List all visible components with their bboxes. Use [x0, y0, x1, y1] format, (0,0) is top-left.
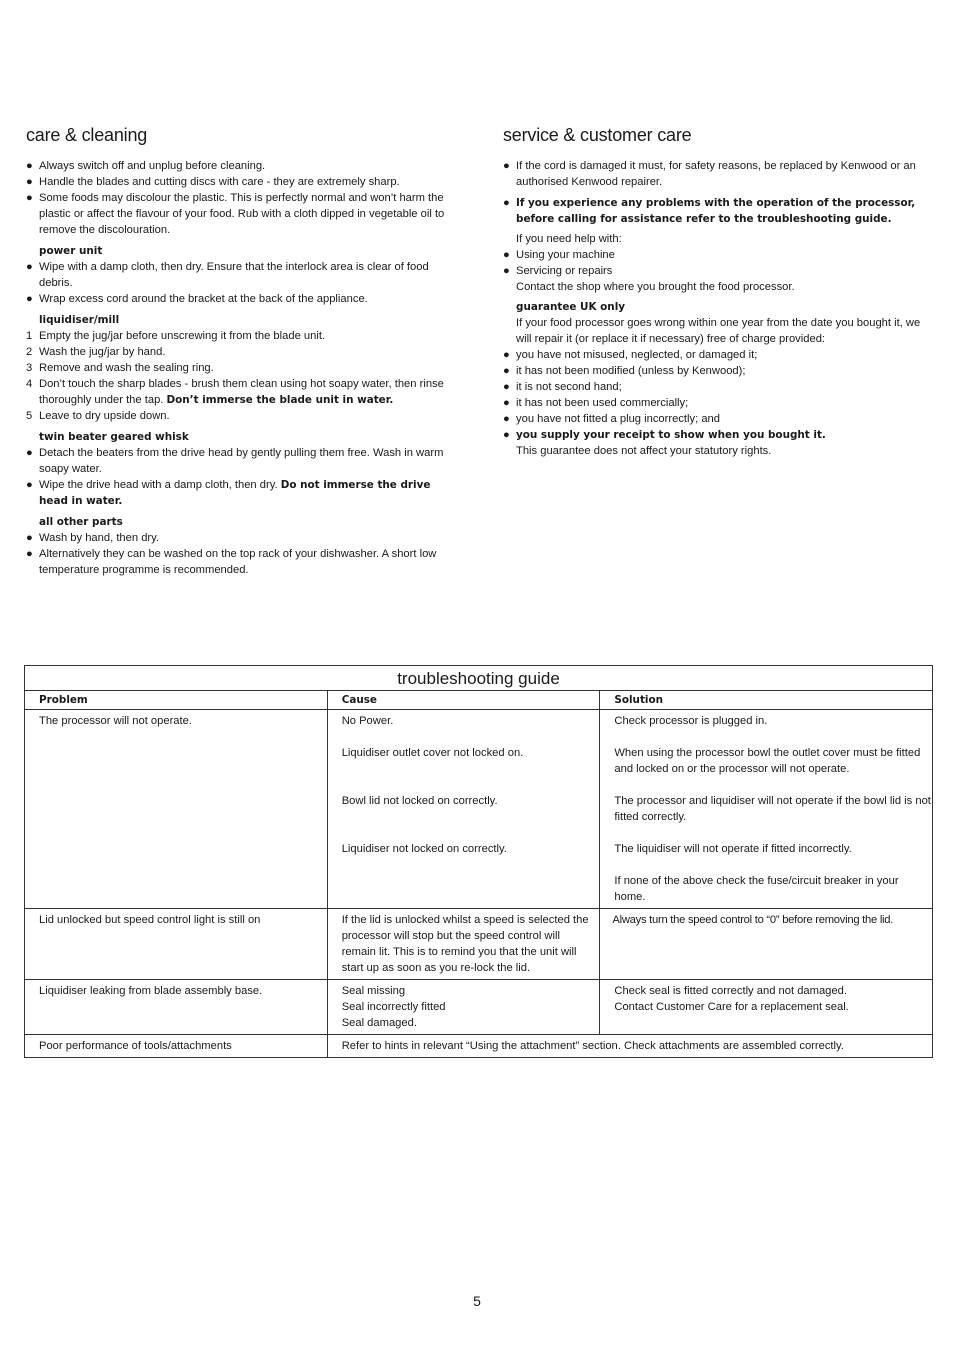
service-section	[503, 122, 933, 459]
troubleshooting-title: troubleshooting guide	[25, 666, 933, 691]
troubleshooting-table	[24, 665, 933, 1058]
bullet-icon: ●	[503, 160, 510, 172]
problem-cell: Lid unlocked but speed control light is still on	[25, 909, 328, 980]
service-title: service & customer care	[503, 125, 692, 145]
bullet-icon: ●	[26, 176, 33, 188]
bullet-icon: ●	[26, 192, 33, 204]
list-item: 5 Leave to dry upside down.	[26, 410, 170, 422]
page-number: 5	[473, 1293, 481, 1309]
list-item: ● Wipe with a damp cloth, then dry. Ensure that the interlock area is clear of food debris.	[26, 261, 429, 289]
warning-text: Do not immerse the drive head in water.	[39, 479, 431, 507]
cause-cell: No Power. Liquidiser outlet cover not locked on. Bowl lid not locked on correctly. Liquidiser not locked on correctly.	[327, 710, 600, 909]
list-item: ● If the cord is damaged it must, for safety reasons, be replaced by Kenwood or an authorised Kenwood repairer.	[503, 160, 916, 188]
care-cleaning-section	[26, 122, 456, 578]
cause-solution-cell: Refer to hints in relevant “Using the attachment” section. Check attachments are assembled correctly.	[327, 1035, 932, 1058]
list-item: ● Alternatively they can be washed on the top rack of your dishwasher. A short low temperature programme is recommended.	[26, 548, 437, 576]
bullet-icon: ●	[26, 548, 33, 560]
list-item: 1 Empty the jug/jar before unscrewing it from the blade unit.	[26, 330, 326, 342]
statutory-text: This guarantee does not affect your statutory rights.	[516, 445, 772, 457]
bullet-icon: ●	[503, 397, 510, 409]
bullet-icon: ●	[503, 249, 510, 261]
list-item: ● you supply your receipt to show when you bought it.	[503, 429, 826, 441]
list-item: ● Some foods may discolour the plastic. This is perfectly normal and won’t harm the plastic or affect the flavour of your food. Rub with a cloth dipped in vegetable oil to remove the discolouration.	[26, 192, 445, 236]
solution-cell: Check processor is plugged in. When using the processor bowl the outlet cover must be fitted and locked on or the processor will not operate. The processor and liquidiser will not operate if the bowl lid is not fitted correctly. The liquidiser will not operate if fitted incorrectly. If none of the above check the fuse/circuit breaker in your home.	[600, 710, 933, 909]
bullet-icon: ●	[503, 413, 510, 425]
problem-cell: Liquidiser leaking from blade assembly base.	[25, 980, 328, 1035]
guarantee-heading: guarantee UK only	[516, 301, 626, 313]
problem-cell: Poor performance of tools/attachments	[25, 1035, 328, 1058]
solution-cell: Always turn the speed control to “0” before removing the lid.	[600, 909, 933, 980]
list-item: ● it has not been used commercially;	[503, 397, 689, 409]
list-item: ● Servicing or repairs	[503, 265, 613, 277]
cause-cell: If the lid is unlocked whilst a speed is selected the processor will stop but the speed control will remain lit. This is to remind you that the unit will start up as soon as you re-lock the lid.	[327, 909, 600, 980]
problem-cell: The processor will not operate.	[25, 710, 328, 909]
power-unit-heading: power unit	[39, 245, 103, 257]
list-item: ● Wash by hand, then dry.	[26, 532, 160, 544]
cause-cell: Seal missing Seal incorrectly fitted Seal damaged.	[327, 980, 600, 1035]
help-intro: If you need help with:	[516, 233, 622, 245]
bullet-icon: ●	[26, 160, 33, 172]
list-item: ● Wipe the drive head with a damp cloth, then dry. Do not immerse the drive head in water.	[26, 479, 431, 507]
bullet-icon: ●	[503, 349, 510, 361]
list-item: ● Handle the blades and cutting discs with care - they are extremely sharp.	[26, 176, 400, 188]
table-row	[25, 980, 933, 1035]
list-item: ● Always switch off and unplug before cleaning.	[26, 160, 266, 172]
list-item: ● you have not fitted a plug incorrectly; and	[503, 413, 720, 425]
care-cleaning-title: care & cleaning	[26, 125, 148, 145]
bullet-icon: ●	[26, 261, 33, 273]
list-item: 4 Don’t touch the sharp blades - brush them clean using hot soapy water, then rinse thoroughly under the tap. Don’t immerse the blade unit in water.	[26, 378, 444, 406]
list-item: ● it has not been modified (unless by Kenwood);	[503, 365, 746, 377]
whisk-heading: twin beater geared whisk	[39, 431, 189, 443]
bullet-icon: ●	[503, 197, 510, 209]
contact-text: Contact the shop where you brought the food processor.	[516, 281, 795, 293]
table-row	[25, 1035, 933, 1058]
list-item: ● Wrap excess cord around the bracket at the back of the appliance.	[26, 293, 368, 305]
bullet-icon: ●	[26, 447, 33, 459]
table-header-row	[25, 691, 933, 710]
bullet-icon: ●	[503, 429, 510, 441]
list-item: ● Using your machine	[503, 249, 615, 261]
bullet-icon: ●	[26, 293, 33, 305]
table-row	[25, 909, 933, 980]
list-item: ● you have not misused, neglected, or damaged it;	[503, 349, 758, 361]
guarantee-intro: If your food processor goes wrong within one year from the date you bought it, we will repair it (or replace it if necessary) free of charge provided:	[516, 317, 921, 345]
other-parts-heading: all other parts	[39, 516, 123, 528]
bullet-icon: ●	[503, 265, 510, 277]
list-item: ● If you experience any problems with the operation of the processor, before calling for assistance refer to the troubleshooting guide.	[503, 197, 916, 225]
bullet-icon: ●	[26, 479, 33, 491]
list-item: 2 Wash the jug/jar by hand.	[26, 346, 166, 358]
solution-cell: Check seal is fitted correctly and not damaged. Contact Customer Care for a replacement seal.	[600, 980, 933, 1035]
bullet-icon: ●	[503, 381, 510, 393]
bullet-icon: ●	[503, 365, 510, 377]
bullet-icon: ●	[26, 532, 33, 544]
liquidiser-heading: liquidiser/mill	[39, 314, 120, 326]
column-header: Problem	[25, 691, 328, 710]
column-header: Cause	[327, 691, 600, 710]
column-header: Solution	[600, 691, 933, 710]
list-item: ● it is not second hand;	[503, 381, 622, 393]
list-item: ● Detach the beaters from the drive head by gently pulling them free. Wash in warm soapy water.	[26, 447, 444, 475]
table-row	[25, 710, 933, 909]
warning-text: Don’t immerse the blade unit in water.	[166, 394, 394, 406]
list-item: 3 Remove and wash the sealing ring.	[26, 362, 214, 374]
